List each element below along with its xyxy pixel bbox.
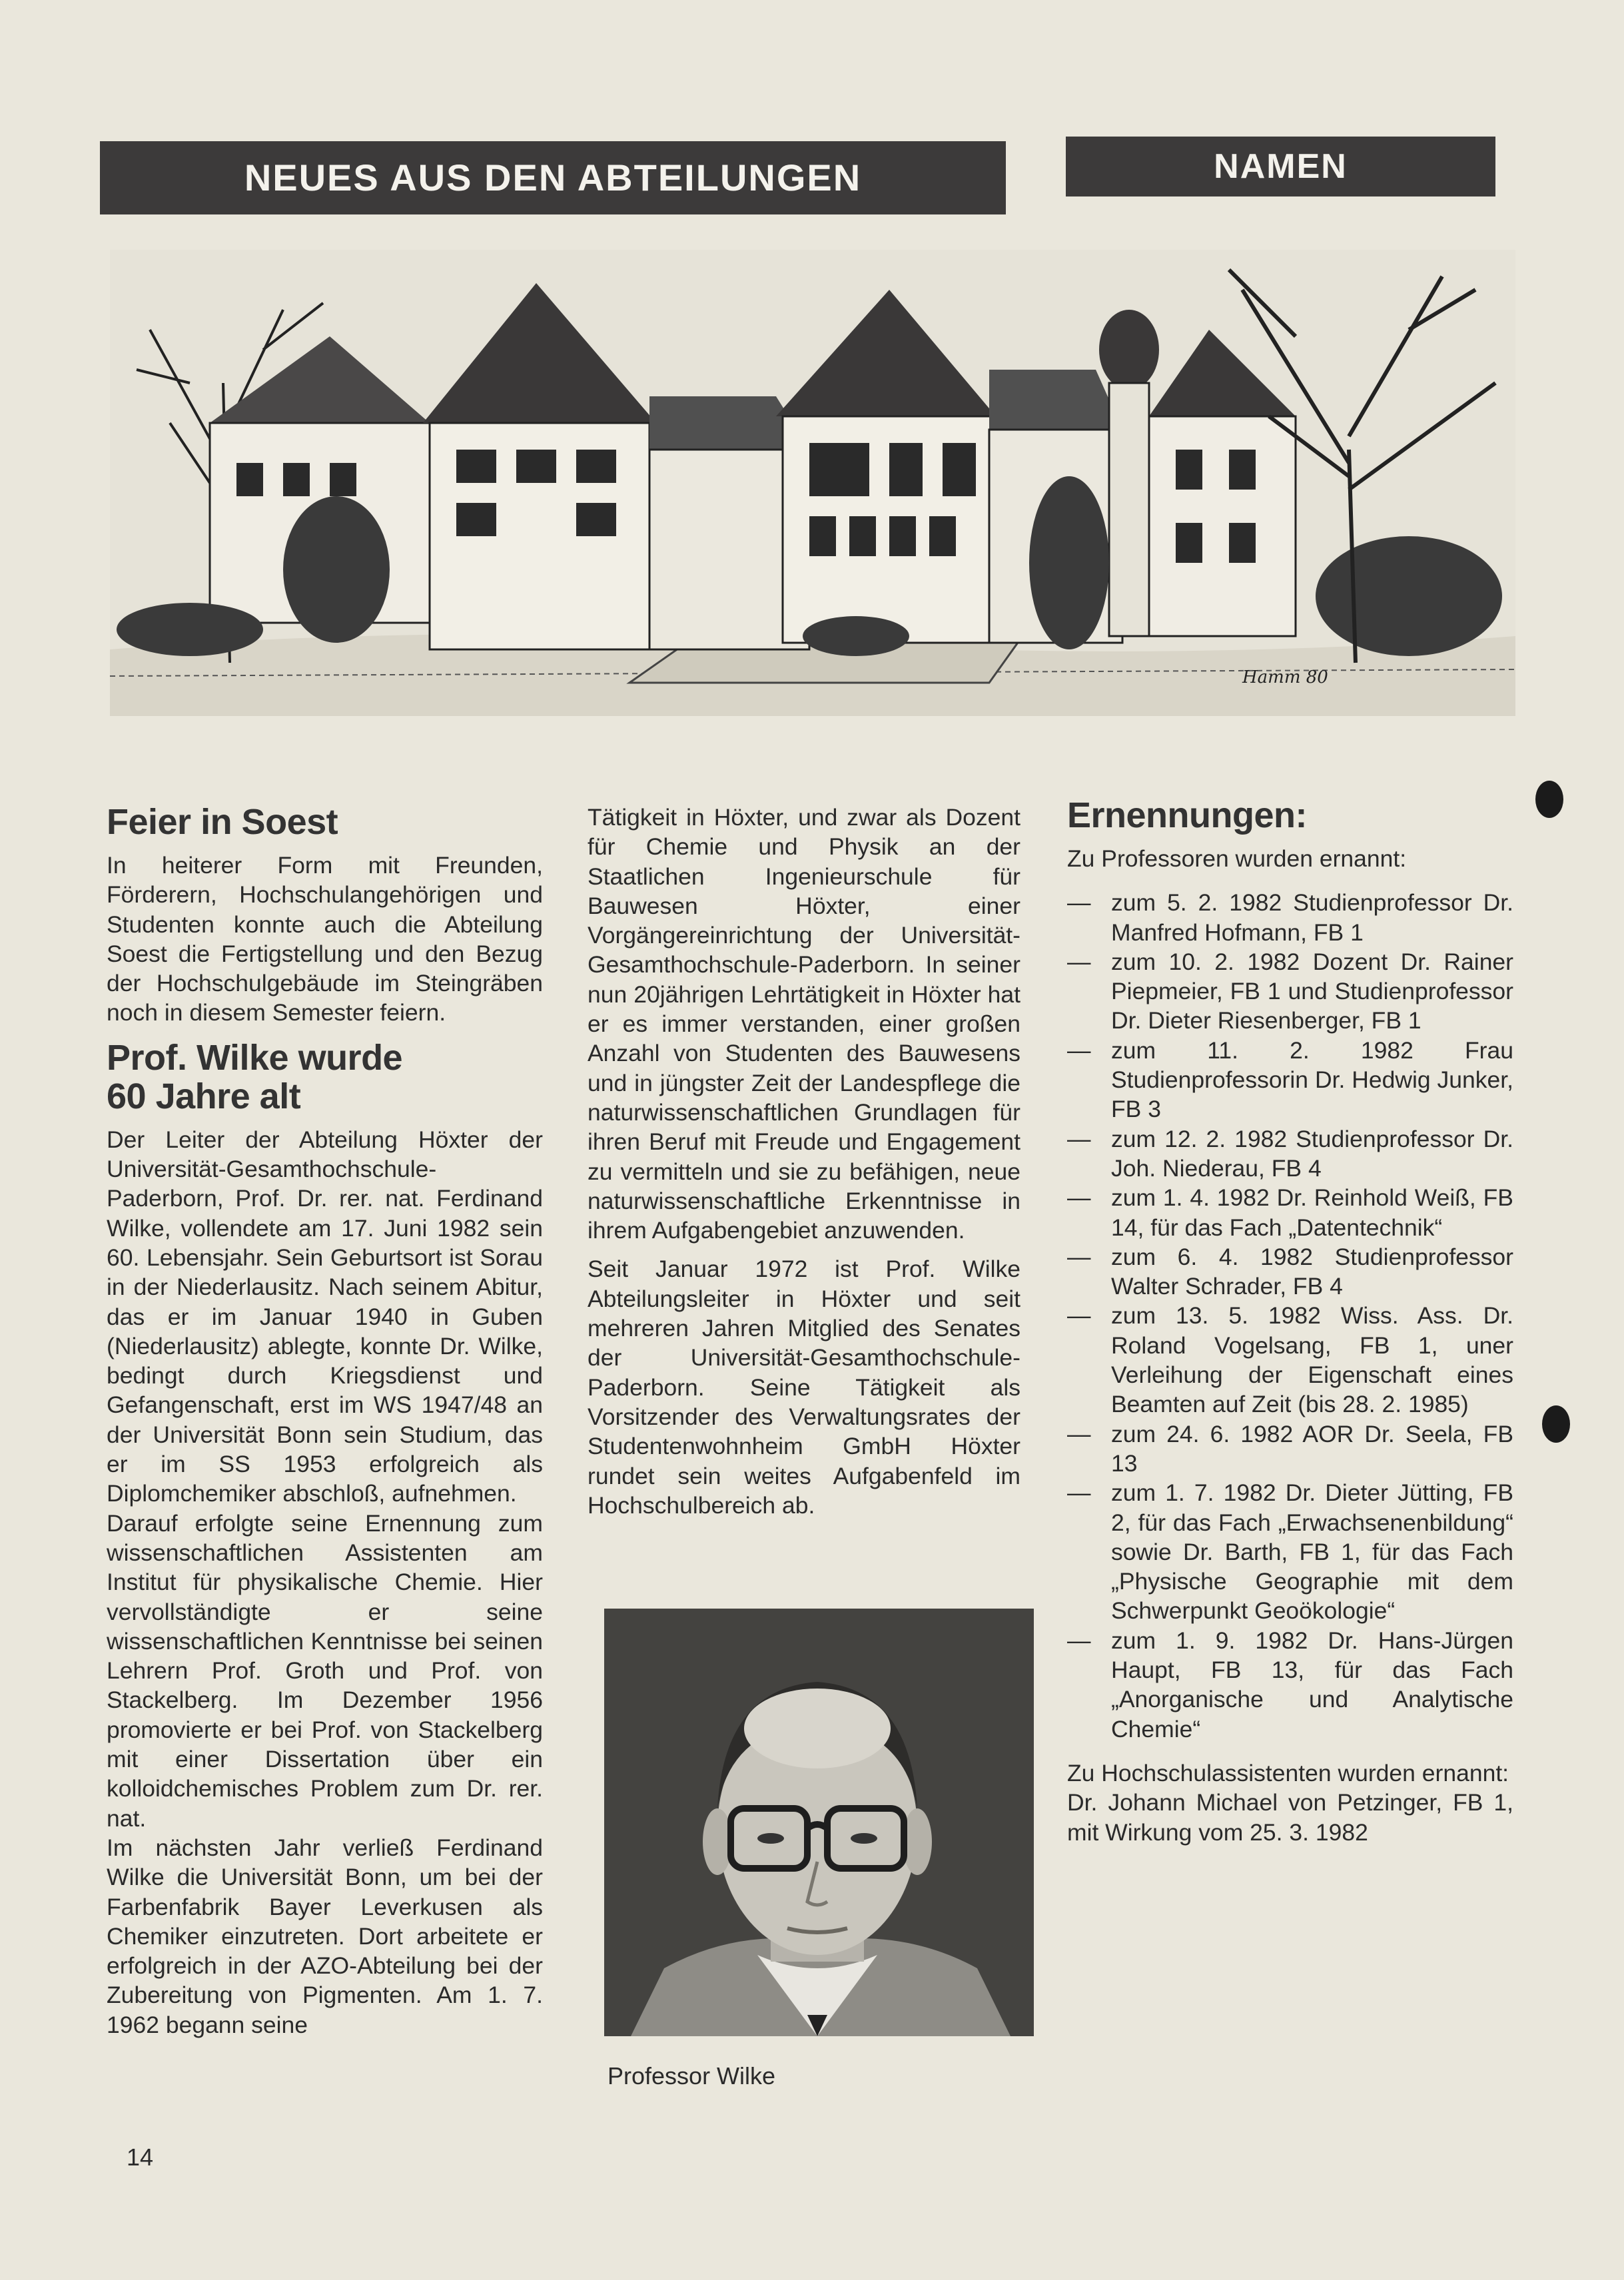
assistant-intro: Zu Hochschulassistenten wurden ernannt: — [1067, 1759, 1509, 1786]
paragraph: Im nächsten Jahr verließ Ferdinand Wilke die Universität Bonn, um bei der Farbenfabrik Bayer Leverkusen als Chemiker einzutreten. Dort arbeitete er erfolgreich in der AZO-Abteilung bei der Zubereitung von Pigmenten. Am 1. 7. 1962 begann seine — [107, 1834, 543, 2038]
list-item-text: zum 10. 2. 1982 Dozent Dr. Rainer Piepmeier, FB 1 und Studienprofessor Dr. Dieter Riesenberger, FB 1 — [1111, 948, 1513, 1034]
list-item-text: zum 5. 2. 1982 Studienprofessor Dr. Manfred Hofmann, FB 1 — [1111, 889, 1513, 946]
list-dash: — — [1067, 1302, 1091, 1330]
list-dash: — — [1067, 1184, 1091, 1212]
punch-hole — [1542, 1405, 1570, 1443]
left-column — [107, 803, 543, 2040]
list-item-text: zum 1. 9. 1982 Dr. Hans-Jürgen Haupt, FB 13, für das Fach „Anorganische und Analytische Chemie“ — [1111, 1627, 1513, 1742]
heading-wilke-line1: Prof. Wilke wurde — [107, 1037, 403, 1078]
heading-wilke — [107, 1038, 543, 1116]
list-item-text: zum 11. 2. 1982 Frau Studienprofessorin Dr. Hedwig Junker, FB 3 — [1111, 1036, 1513, 1123]
list-dash: — — [1067, 948, 1091, 975]
list-dash: — — [1067, 1125, 1091, 1152]
list-item — [1067, 1478, 1513, 1625]
page-number: 14 — [127, 2143, 154, 2171]
list-item — [1067, 888, 1513, 947]
portrait-photo — [604, 1609, 1034, 2036]
list-item — [1067, 1626, 1513, 1744]
assistant-text: Dr. Johann Michael von Petzinger, FB 1, mit Wirkung vom 25. 3. 1982 — [1067, 1789, 1513, 1846]
middle-column — [588, 803, 1020, 1520]
drawing-signature: Hamm 80 — [1242, 667, 1328, 687]
heading-wilke-line2: 60 Jahre alt — [107, 1076, 301, 1116]
list-dash: — — [1067, 1243, 1091, 1270]
heading-feier-soest: Feier in Soest — [107, 802, 338, 842]
heading-ernennungen: Ernennungen: — [1067, 795, 1307, 835]
section-banner: NEUES AUS DEN ABTEILUNGEN — [100, 141, 1006, 214]
names-banner: NAMEN — [1066, 137, 1495, 196]
list-item — [1067, 1301, 1513, 1419]
list-item-text: zum 12. 2. 1982 Studienprofessor Dr. Joh. Niederau, FB 4 — [1111, 1125, 1513, 1182]
list-item — [1067, 947, 1513, 1036]
list-item — [1067, 1419, 1513, 1479]
list-dash: — — [1067, 1036, 1091, 1064]
list-item-text: zum 6. 4. 1982 Studienprofessor Walter Schrader, FB 4 — [1111, 1243, 1513, 1300]
list-item — [1067, 1124, 1513, 1184]
list-item-text: zum 1. 4. 1982 Dr. Reinhold Weiß, FB 14, für das Fach „Datentechnik“ — [1111, 1184, 1513, 1241]
building-drawing — [110, 250, 1515, 716]
list-item-text: zum 24. 6. 1982 AOR Dr. Seela, FB 13 — [1111, 1420, 1513, 1477]
paragraph: Tätigkeit in Höxter, und zwar als Dozent für Chemie und Physik an der Staatlichen Ingenieurschule für Bauwesen Höxter, einer Vorgängereinrichtung der Universität-Gesamthochschule-Paderborn. In seiner nun 20jährigen Lehrtätigkeit in Höxter hat er es immer verstanden, einer großen Anzahl von Studenten des Bauwesens und in jüngster Zeit der Landespflege die naturwissenschaftlichen Grundlagen für ihren Beruf mit Freude und Engagement zu vermitteln und sie zu befähigen, neue naturwissenschaftliche Erkenntnisse in ihrem Aufgabengebiet anzuwenden. — [588, 804, 1020, 1244]
list-item — [1067, 1036, 1513, 1124]
list-dash: — — [1067, 889, 1091, 917]
professor-intro: Zu Professoren wurden ernannt: — [1067, 845, 1407, 872]
photo-caption: Professor Wilke — [608, 2062, 776, 2090]
right-column — [1067, 796, 1513, 1847]
paragraph: Darauf erfolgte seine Ernennung zum wissenschaftlichen Assistenten am Institut für physikalische Chemie. Hier vervollständigte er seine wissenschaftlichen Kenntnisse bei seinen Lehrern Prof. Groth und Prof. von Stackelberg. Im Dezember 1956 promovierte er bei Prof. von Stackelberg mit einer Dissertation über ein kolloidchemisches Problem zum Dr. rer. nat. — [107, 1509, 543, 1832]
paragraph: In heiterer Form mit Freunden, Förderern, Hochschulangehörigen und Studenten konnte auch die Abteilung Soest die Fertigstellung und den Bezug der Hochschulgebäude im Steingräben noch in diesem Semester feiern. — [107, 852, 543, 1026]
list-dash: — — [1067, 1420, 1091, 1447]
punch-hole — [1535, 781, 1563, 818]
paragraph: Der Leiter der Abteilung Höxter der Universität-Gesamthochschule-Paderborn, Prof. Dr. rer. nat. Ferdinand Wilke, vollendete am 17. Juni 1982 sein 60. Lebensjahr. Sein Geburtsort ist Sorau in der Niederlausitz. Nach seinem Abitur, das er im Januar 1940 in Guben (Niederlausitz) ablegte, konnte Dr. Wilke, bedingt durch Kriegsdienst und Gefangenschaft, erst im WS 1947/48 an der Universität Bonn sein Studium, das er im SS 1953 erfolgreich als Diplomchemiker abschloß, aufnehmen. — [107, 1126, 543, 1507]
list-item-text: zum 13. 5. 1982 Wiss. Ass. Dr. Roland Vogelsang, FB 1, uner Verleihung der Eigenschaft eines Beamten auf Zeit (bis 28. 2. 1985) — [1111, 1302, 1513, 1418]
appointment-list — [1067, 888, 1513, 1744]
list-item — [1067, 1242, 1513, 1302]
list-dash: — — [1067, 1479, 1091, 1507]
list-dash: — — [1067, 1627, 1091, 1654]
list-item — [1067, 1183, 1513, 1242]
paragraph: Seit Januar 1972 ist Prof. Wilke Abteilungsleiter in Höxter und seit mehreren Jahren Mitglied des Senates der Universität-Gesamthochschule-Paderborn. Seine Tätigkeit als Vorsitzender des Verwaltungsrates der Studentenwohnheim GmbH Höxter rundet sein weites Aufgabenfeld im Hochschulbereich ab. — [588, 1256, 1020, 1519]
list-item-text: zum 1. 7. 1982 Dr. Dieter Jütting, FB 2, für das Fach „Erwachsenenbildung“ sowie Dr. Barth, FB 1, für das Fach „Physische Geographie mit dem Schwerpunkt Geoökologie“ — [1111, 1479, 1513, 1625]
